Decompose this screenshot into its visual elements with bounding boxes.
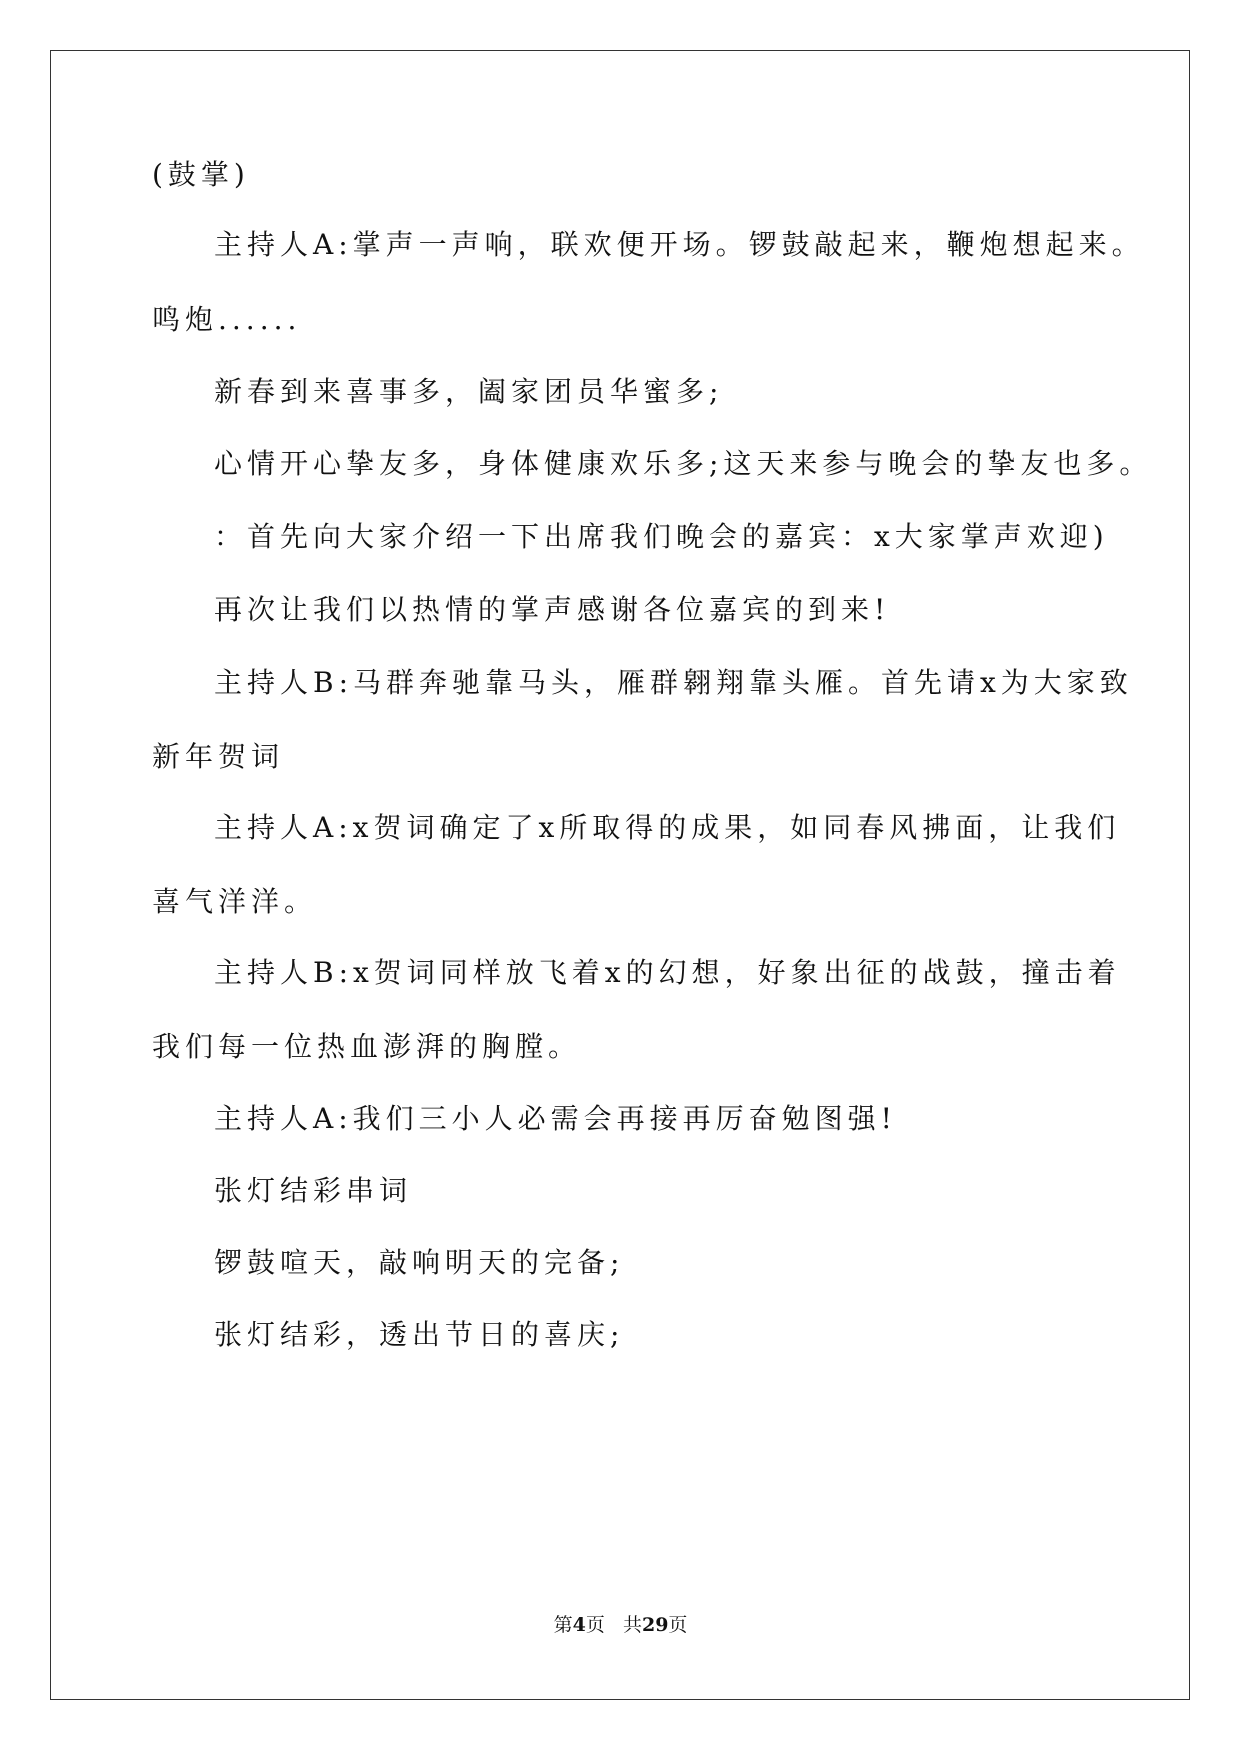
text-line: 我们每一位热血澎湃的胸膛。 (152, 1030, 582, 1063)
text-line: 鸣炮...... (152, 303, 302, 336)
text-line: 主持人A:掌声一声响，联欢便开场。锣鼓敲起来，鞭炮想起来。 (214, 228, 1145, 261)
text-line: 心情开心挚友多，身体健康欢乐多;这天来参与晚会的挚友也多。 (214, 447, 1153, 480)
text-line: 再次让我们以热情的掌声感谢各位嘉宾的到来! (214, 593, 891, 626)
footer-total-suffix: 页 (668, 1614, 688, 1636)
text-line: 新年贺词 (152, 740, 285, 773)
text-line: 新春到来喜事多，阖家团员华蜜多; (214, 375, 724, 408)
total-page-count: 29 (641, 1614, 669, 1636)
text-line: 主持人A:x贺词确定了x所取得的成果，如同春风拂面，让我们 (214, 811, 1121, 844)
page-footer (0, 1613, 1241, 1637)
text-line: (鼓掌) (152, 158, 250, 191)
page-border (50, 50, 1190, 1700)
text-line: 主持人A:我们三小人必需会再接再厉奋勉图强! (214, 1102, 897, 1135)
footer-total-prefix: 共 (622, 1614, 642, 1636)
text-line: 喜气洋洋。 (152, 885, 318, 918)
text-line: ：首先向大家介绍一下出席我们晚会的嘉宾：x大家掌声欢迎) (214, 520, 1109, 553)
footer-page-suffix: 页 (585, 1614, 605, 1636)
text-line: 张灯结彩串词 (214, 1174, 413, 1207)
text-line: 主持人B:马群奔驰靠马头，雁群翱翔靠头雁。首先请x为大家致 (214, 666, 1133, 699)
text-line: 张灯结彩，透出节日的喜庆; (214, 1318, 625, 1351)
current-page-number: 4 (572, 1614, 586, 1636)
footer-prefix: 第 (553, 1614, 573, 1636)
text-line: 锣鼓喧天，敲响明天的完备; (214, 1246, 625, 1279)
text-line: 主持人B:x贺词同样放飞着x的幻想，好象出征的战鼓，撞击着 (214, 956, 1121, 989)
